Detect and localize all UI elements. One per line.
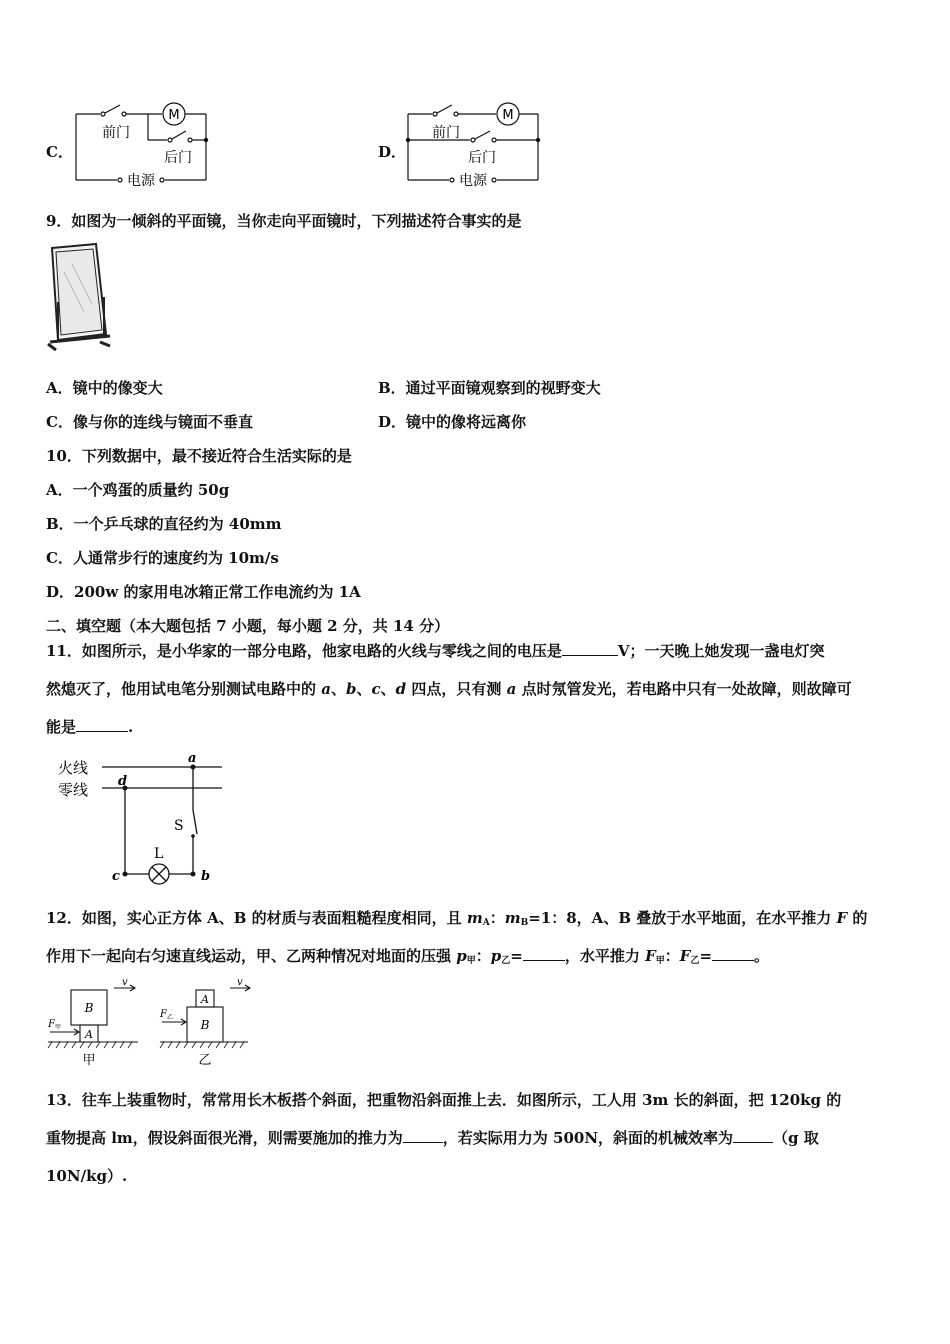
caption-yi: 乙 [198,1053,212,1068]
q10-option-a: A．一个鸡蛋的质量约 50g [46,481,230,499]
force-symbol: F [645,947,656,965]
q11-text-2c: 点时氖管发光，若电路中只有一处故障，则故障可 [516,680,852,698]
q12-text-1c: 的 [847,909,868,927]
q11-line-2 [46,679,852,699]
ratio-colon: ： [489,909,505,927]
point-a: a [506,680,517,698]
block-b-label: B [200,1018,210,1032]
q11-text-2a: 然熄灭了，他用试电笔分别测试电路中的 [46,680,322,698]
mass-b-subscript: B [520,918,529,928]
motor-symbol: M [502,108,514,123]
point-c: c [371,680,381,698]
separator: 、 [380,680,396,698]
tilted-mirror-figure [44,242,116,354]
mass-b-symbol: m [504,909,521,927]
pressure-symbol: p [456,947,467,965]
back-door-label: 后门 [468,150,496,166]
separator: 、 [330,680,346,698]
point-a: a [321,680,331,698]
subscript-jia: 甲 [466,956,476,966]
q11-text-1a: 11．如图所示，是小华家的一部分电路，他家电路的火线与零线之间的电压是 [46,642,562,660]
label-a: a [188,751,197,766]
q9-option-b: B．通过平面镜观察到的视野变大 [378,379,601,397]
block-b-label: B [84,1001,94,1015]
q10-stem: 10．下列数据中，最不接近符合生活实际的是 [46,447,352,465]
q12-line-1 [46,908,867,933]
q11-circuit-figure [56,750,226,886]
subscript-yi: 乙 [501,956,511,966]
q10-option-d: D．200w 的家用电冰箱正常工作电流约为 1A [46,583,361,601]
pressure-symbol: p [490,947,502,965]
q8-option-d-label: D． [378,143,407,161]
force-jia-label: $F_甲$ [48,1019,61,1031]
q12-line-2 [46,946,769,971]
separator: 、 [356,680,372,698]
q8-option-c-label: C． [46,143,73,161]
q13-line-2 [46,1128,819,1148]
block-a-label: A [201,993,209,1006]
lamp-label: L [154,846,164,862]
equals-sign: = [510,947,523,965]
force-symbol: F [836,909,848,927]
power-label: 电源 [459,173,487,188]
back-door-label: 后门 [164,150,192,166]
velocity-label: v [122,978,128,988]
label-c: c [112,869,120,884]
subscript-yi: 乙 [690,956,700,966]
motor-symbol: M [168,108,180,123]
block-a-label: A [85,1028,93,1041]
label-d: d [118,774,128,789]
q13-text-2b: ，若实际用力为 500N，斜面的机械效率为 [442,1129,734,1147]
q11-text-3b: . [128,718,134,736]
q12-blank-pressure[interactable] [523,946,565,961]
q11-line-3 [46,717,133,737]
q9-option-d: D．镜中的像将远离你 [378,413,527,431]
q9-option-a: A．镜中的像变大 [46,379,163,397]
q13-blank-force[interactable] [403,1128,443,1143]
q13-line-3: 10N/kg）. [46,1167,128,1185]
q9-option-c: C．像与你的连线与镜面不垂直 [46,413,253,431]
velocity-label: v [237,978,243,988]
q11-text-3a: 能是 [46,718,77,736]
zero-line-label: 零线 [58,781,89,799]
front-door-label: 前门 [102,125,130,141]
q12-text-1a: 12．如图，实心正方体 A、B 的材质与表面粗糙程度相同，且 [46,909,467,927]
q12-blank-force[interactable] [712,946,754,961]
q13-text-2c: （g 取 [773,1129,819,1147]
q8-option-d-circuit [402,100,547,188]
front-door-label: 前门 [432,125,460,141]
q11-line-1 [46,641,825,661]
label-b: b [201,869,211,884]
q8-option-c-circuit [70,100,215,188]
q11-text-1b: V；一天晚上她发现一盏电灯突 [617,642,825,660]
switch-label: S [174,818,184,834]
caption-jia: 甲 [82,1053,96,1068]
point-b: b [345,680,357,698]
q12-text-2b: ，水平推力 [564,947,646,965]
q13-line-1: 13．往车上装重物时，常常用长木板搭个斜面，把重物沿斜面推上去．如图所示，工人用 3m 长的斜面，把 120kg 的 [46,1091,842,1109]
q11-blank-voltage[interactable] [562,641,618,656]
q13-text-2a: 重物提高 lm，假设斜面很光滑，则需要施加的推力为 [46,1129,403,1147]
subscript-jia: 甲 [655,956,665,966]
q10-option-b: B．一个乒乓球的直径约为 40mm [46,515,282,533]
force-symbol: F [679,947,691,965]
mass-a-symbol: m [466,909,483,927]
q12-blocks-figure [44,978,254,1068]
q11-blank-fault[interactable] [76,717,128,732]
power-label: 电源 [127,173,155,188]
q9-stem: 9．如图为一倾斜的平面镜，当你走向平面镜时，下列描述符合事实的是 [46,212,522,230]
mass-a-subscript: A [482,918,490,928]
ratio-colon: ： [475,947,491,965]
q12-text-2c: 。 [754,947,770,965]
q13-blank-efficiency[interactable] [733,1128,773,1143]
ratio-colon: ： [664,947,680,965]
q11-text-2b: 四点，只有测 [406,680,507,698]
q12-text-1b: =1：8，A、B 叠放于水平地面，在水平推力 [528,909,837,927]
section-2-heading: 二、填空题（本大题包括 7 小题，每小题 2 分，共 14 分） [46,617,450,635]
point-d: d [395,680,407,698]
equals-sign: = [699,947,713,965]
fire-line-label: 火线 [58,759,89,777]
q10-option-c: C．人通常步行的速度约为 10m/s [46,549,279,567]
force-yi-label: $F_乙$ [160,1009,173,1021]
q12-text-2a: 作用下一起向右匀速直线运动，甲、乙两种情况对地面的压强 [46,947,457,965]
